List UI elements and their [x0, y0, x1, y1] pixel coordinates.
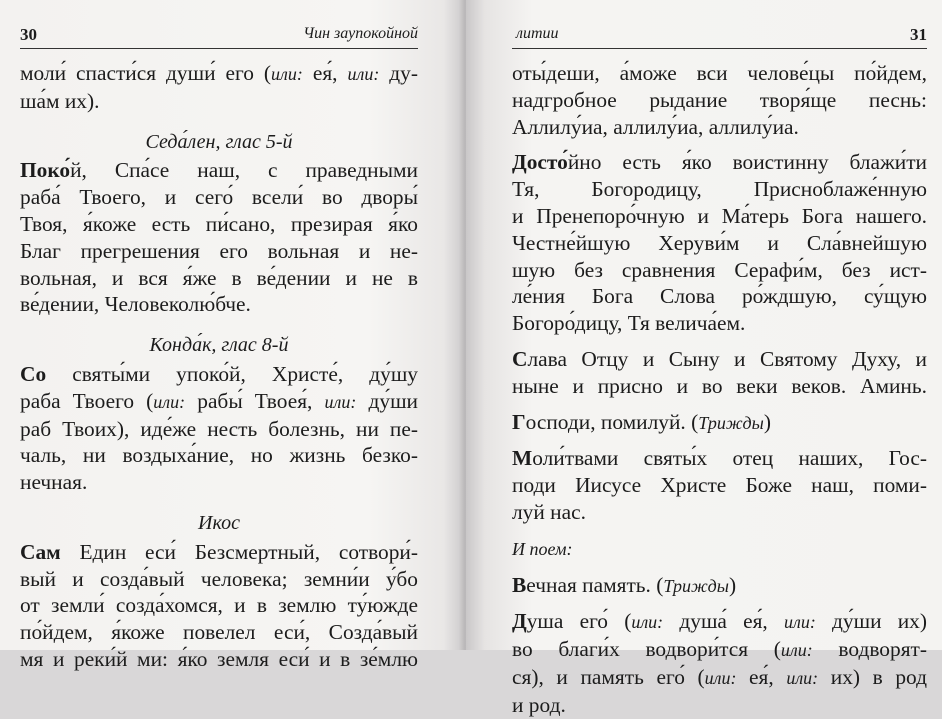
line-text: оли́твами святы́х отец наших, Гос- [532, 446, 927, 471]
line-text: оты́деши, а́може вси челове́цы по́йдем, [512, 61, 927, 85]
line-text: Тя, Богородицу, Присноблаже́нную [512, 177, 927, 202]
line-text: вольная, и вся я́же в ве́дении и не в [20, 265, 418, 290]
line-text: душа́ ея́, [663, 609, 784, 634]
rubric-text: или: [780, 640, 813, 661]
initial-bold-text: М [512, 446, 533, 471]
line-text: ея́, [736, 664, 787, 689]
initial-bold-text: Д [512, 609, 527, 634]
text-line [512, 230, 927, 257]
text-line [512, 60, 927, 87]
line-text: нечная. [20, 470, 88, 495]
text-line [512, 608, 927, 636]
initial-bold-text: Досто́ [512, 150, 568, 175]
rubric-text: или: [153, 391, 186, 412]
line-text: ду- [379, 61, 418, 85]
line-text: Благ прегрешения его вольная и не- [20, 238, 418, 263]
text-line [512, 114, 927, 141]
right-running-head [512, 22, 927, 49]
rubric-text: Трижды [698, 412, 764, 433]
left-running-title: Чин заупокойной [303, 25, 418, 42]
line-text: ся), и память его́ ( [512, 664, 705, 689]
initial-bold-text: Г [512, 409, 526, 434]
text-line [512, 346, 927, 373]
text-line [512, 472, 927, 499]
line-text: ду́ши их) [815, 609, 927, 634]
line-text: ду́ши [356, 388, 418, 413]
rubric-text: или: [631, 612, 664, 633]
text-line [20, 646, 418, 673]
rubric-text: или: [271, 64, 303, 84]
line-text: и род. [512, 692, 566, 717]
line-text: и Пренепоро́чную и Ма́терь Бога нашего. [512, 203, 927, 228]
text-line [512, 283, 927, 310]
text-line [512, 373, 927, 400]
line-text: Честне́йшую Херуви́м и Сла́внейшую [512, 230, 927, 255]
text-line [20, 60, 418, 88]
line-text: ныне и присно и во веки веков. Аминь. [512, 373, 927, 398]
line-text: мя и реки́й ми: я́ко земля еси́ и в зе́млю [20, 646, 418, 671]
line-text: ле́ния Бога Слова ро́ждшую, су́щую [512, 284, 927, 309]
text-line [512, 257, 927, 284]
line-text: во благи́х водвори́тся ( [512, 637, 781, 662]
right-running-title: литии [516, 25, 559, 42]
rubric-text: или: [347, 64, 380, 84]
text-line [512, 203, 927, 230]
text-line [20, 88, 418, 115]
rubric-text: или: [704, 667, 737, 688]
text-line [20, 539, 418, 566]
paragraph-gap [512, 599, 927, 608]
line-text: ечная память. ( [526, 572, 664, 597]
text-line [20, 157, 418, 184]
line-text: ) [728, 572, 737, 597]
line-text: моли́ спасти́ся души́ его ( [20, 61, 272, 85]
line-text: раб Твоих), иде́же несть болезнь, ни пе- [20, 416, 418, 441]
rubric-text: или: [783, 612, 816, 633]
text-line [512, 87, 927, 114]
line-text: святы́ми упоко́й, Христе́, ду́шу [46, 361, 418, 386]
paragraph-gap [512, 400, 927, 409]
text-line [512, 535, 927, 563]
text-line [512, 664, 927, 692]
section-heading: Седа́лен, глас 5-й [145, 130, 293, 153]
initial-bold-text: В [512, 572, 527, 597]
initial-bold-text: Со [20, 361, 47, 386]
line-text: раба Твоего ( [20, 388, 154, 413]
line-text: ) [763, 409, 771, 434]
line-text: уша его́ ( [526, 609, 632, 634]
line-text: шую без сравнения Серафи́м, без ист- [512, 257, 927, 282]
paragraph-gap [512, 563, 927, 572]
line-text: осподи, помилуй. ( [525, 409, 699, 434]
line-text: ве́дении, Человеколю́бче. [20, 292, 251, 317]
text-line [512, 692, 927, 719]
paragraph-gap [512, 436, 927, 445]
line-text: ея́, [302, 61, 348, 85]
paragraph-gap [512, 526, 927, 535]
paragraph-gap [512, 337, 927, 346]
rubric-text: или: [786, 667, 819, 688]
initial-bold-text: С [512, 346, 528, 371]
line-text: раба́ Твоего, и сего́ всели́ во дворы́ [20, 185, 418, 210]
line-text: Твоя, я́коже есть пи́сано, презирая я́ко [20, 211, 418, 236]
text-line [512, 176, 927, 203]
left-running-head [20, 22, 418, 49]
paragraph-gap [512, 140, 927, 149]
line-text: ша́м их). [20, 88, 100, 113]
section-heading: Конда́к, глас 8-й [149, 334, 289, 357]
line-text: лава Отцу и Сыну и Святому Духу, и [527, 346, 927, 371]
line-text: вый и созда́вый человека; земни́и у́бо [20, 566, 418, 591]
text-line [512, 149, 927, 176]
line-text: чаль, ни воздыха́ние, но жизнь безко- [20, 443, 418, 468]
line-text: йно есть я́ко воистинну блажи́ти [567, 150, 927, 175]
initial-bold-text: Сам [20, 539, 61, 564]
text-line [512, 636, 927, 664]
rubric-text: Трижды [663, 575, 729, 596]
text-line [512, 572, 927, 600]
text-line [20, 238, 418, 265]
line-text: поди Иисусе Христе Боже наш, поми- [512, 473, 927, 498]
text-line [512, 310, 927, 337]
line-text: от земли́ созда́хомся, и в землю ту́южде [20, 593, 418, 618]
line-text: рабы́ Твоея́, [185, 388, 325, 413]
text-line [20, 388, 418, 416]
line-text: по́йдем, я́коже повелел еси́, Созда́вый [20, 620, 418, 645]
left-page-number: 30 [20, 25, 37, 44]
text-line [20, 566, 418, 593]
right-page-number: 31 [910, 25, 927, 44]
left-page [0, 0, 462, 671]
line-text: й, Спа́се наш, с праведными [70, 158, 418, 183]
line-text: Аллилу́иа, аллилу́иа, аллилу́иа. [512, 114, 799, 139]
line-text: их) в род [818, 664, 927, 689]
text-line [20, 469, 418, 496]
text-line [20, 361, 418, 388]
initial-bold-text: Поко́ [20, 158, 71, 183]
text-line [20, 184, 418, 211]
text-line [20, 442, 418, 469]
text-line [20, 416, 418, 443]
text-line [512, 409, 927, 437]
text-line [20, 265, 418, 292]
text-line [20, 619, 418, 646]
rubric-text: или: [324, 391, 357, 412]
rubric-text: И поем: [512, 538, 573, 559]
left-page-text [20, 60, 418, 673]
text-line [20, 211, 418, 238]
text-line [20, 291, 418, 318]
text-line [512, 445, 927, 472]
section-heading: Икос [198, 511, 240, 534]
line-text: Един еси́ Безсмертный, сотвори́- [60, 539, 418, 564]
line-text: луй нас. [512, 499, 586, 524]
text-line [20, 592, 418, 619]
right-page [466, 0, 942, 717]
line-text: Богоро́дицу, Тя велича́ем. [512, 311, 746, 336]
line-text: надгробное рыдание творя́ще песнь: [512, 87, 927, 112]
line-text: водворят- [812, 637, 927, 662]
text-line [512, 499, 927, 526]
right-page-text [512, 60, 927, 719]
